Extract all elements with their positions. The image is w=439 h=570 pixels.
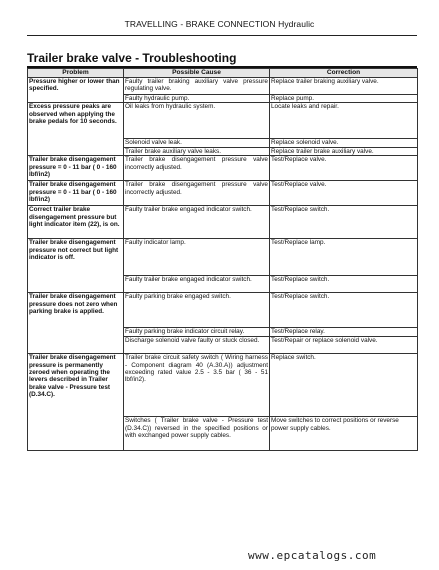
correction-cell: Replace trailer braking auxiliary valve. bbox=[270, 78, 418, 95]
correction-cell: Replace solenoid valve. bbox=[270, 139, 418, 147]
cause-cell: Trailer brake disengagement pressure valve incorrectly adjusted. bbox=[124, 156, 270, 181]
correction-cell: Test/Replace switch. bbox=[270, 276, 418, 293]
cause-cell: Faulty parking brake indicator circuit relay. bbox=[124, 328, 270, 337]
table-row bbox=[28, 181, 418, 206]
cause-cell: Faulty parking brake engaged switch. bbox=[124, 293, 270, 328]
page-header: TRAVELLING - BRAKE CONNECTION Hydraulic bbox=[124, 19, 315, 29]
problem-cell: Trailer brake disengagement pressure not correct but light indicator is off. bbox=[28, 239, 124, 293]
cause-cell: Switches ( Trailer brake valve - Pressure test (D.34.C)) reversed in the specified positions or with exchanged power supply cables. bbox=[124, 417, 270, 451]
correction-cell: Replace pump. bbox=[270, 95, 418, 103]
cause-cell: Faulty trailer brake engaged indicator switch. bbox=[124, 206, 270, 239]
header-problem: Problem bbox=[28, 69, 124, 78]
cause-cell: Discharge solenoid valve faulty or stuck closed. bbox=[124, 337, 270, 354]
correction-cell: Replace trailer brake auxiliary valve. bbox=[270, 147, 418, 155]
correction-cell: Locate leaks and repair. bbox=[270, 103, 418, 139]
correction-cell: Test/Replace lamp. bbox=[270, 239, 418, 276]
table-row bbox=[28, 239, 418, 276]
correction-cell: Test/Repair or replace solenoid valve. bbox=[270, 337, 418, 354]
troubleshooting-table bbox=[27, 68, 418, 451]
correction-cell: Test/Replace relay. bbox=[270, 328, 418, 337]
correction-cell: Test/Replace switch. bbox=[270, 206, 418, 239]
cause-cell: Faulty hydraulic pump. bbox=[124, 95, 270, 103]
table-row bbox=[28, 354, 418, 417]
problem-cell: Trailer brake disengagement pressure does not zero when parking brake is applied. bbox=[28, 293, 124, 354]
cause-cell: Faulty trailer braking auxiliary valve pressure regulating valve. bbox=[124, 78, 270, 95]
cause-cell: Oil leaks from hydraulic system. bbox=[124, 103, 270, 139]
cause-cell: Solenoid valve leak. bbox=[124, 139, 270, 147]
header-correction: Correction bbox=[270, 69, 418, 78]
cause-cell: Trailer brake circuit safety switch ( Wiring harness - Component diagram 40 (A.30.A)) adjustment exceeding rated value 2.5 - 3.5 bar ( 36 - 51 lbf/in2). bbox=[124, 354, 270, 417]
problem-cell: Excess pressure peaks are observed when applying the brake pedals for 10 seconds. bbox=[28, 103, 124, 156]
header-cause: Possible Cause bbox=[124, 69, 270, 78]
correction-cell: Move switches to correct positions or reverse power supply cables. bbox=[270, 417, 418, 451]
table-header-row bbox=[28, 69, 418, 78]
correction-cell: Test/Replace valve. bbox=[270, 156, 418, 181]
problem-cell: Trailer brake disengagement pressure = 0 - 11 bar ( 0 - 160 lbf/in2) bbox=[28, 181, 124, 206]
table-row bbox=[28, 293, 418, 328]
cause-cell: Trailer brake disengagement pressure valve incorrectly adjusted. bbox=[124, 181, 270, 206]
cause-cell: Faulty trailer brake engaged indicator switch. bbox=[124, 276, 270, 293]
correction-cell: Test/Replace switch. bbox=[270, 293, 418, 328]
problem-cell: Trailer brake disengagement pressure is permanently zeroed when operating the levers described in Trailer brake valve - Pressure test (D.34.C). bbox=[28, 354, 124, 451]
table-row bbox=[28, 103, 418, 139]
correction-cell: Test/Replace valve. bbox=[270, 181, 418, 206]
header-rule bbox=[27, 35, 417, 36]
table-row bbox=[28, 78, 418, 95]
cause-cell: Faulty indicator lamp. bbox=[124, 239, 270, 276]
problem-cell: Pressure higher or lower than specified. bbox=[28, 78, 124, 103]
page-title: Trailer brake valve - Troubleshooting bbox=[27, 51, 237, 65]
table-row bbox=[28, 156, 418, 181]
problem-cell: Trailer brake disengagement pressure = 0 - 11 bar ( 0 - 160 lbf/in2) bbox=[28, 156, 124, 181]
table-row bbox=[28, 206, 418, 239]
cause-cell: Trailer brake auxiliary valve leaks. bbox=[124, 147, 270, 155]
correction-cell: Replace switch. bbox=[270, 354, 418, 417]
problem-cell: Correct trailer brake disengagement pressure but light indicator item (22), is on. bbox=[28, 206, 124, 239]
watermark: www.epcatalogs.com bbox=[248, 549, 377, 562]
